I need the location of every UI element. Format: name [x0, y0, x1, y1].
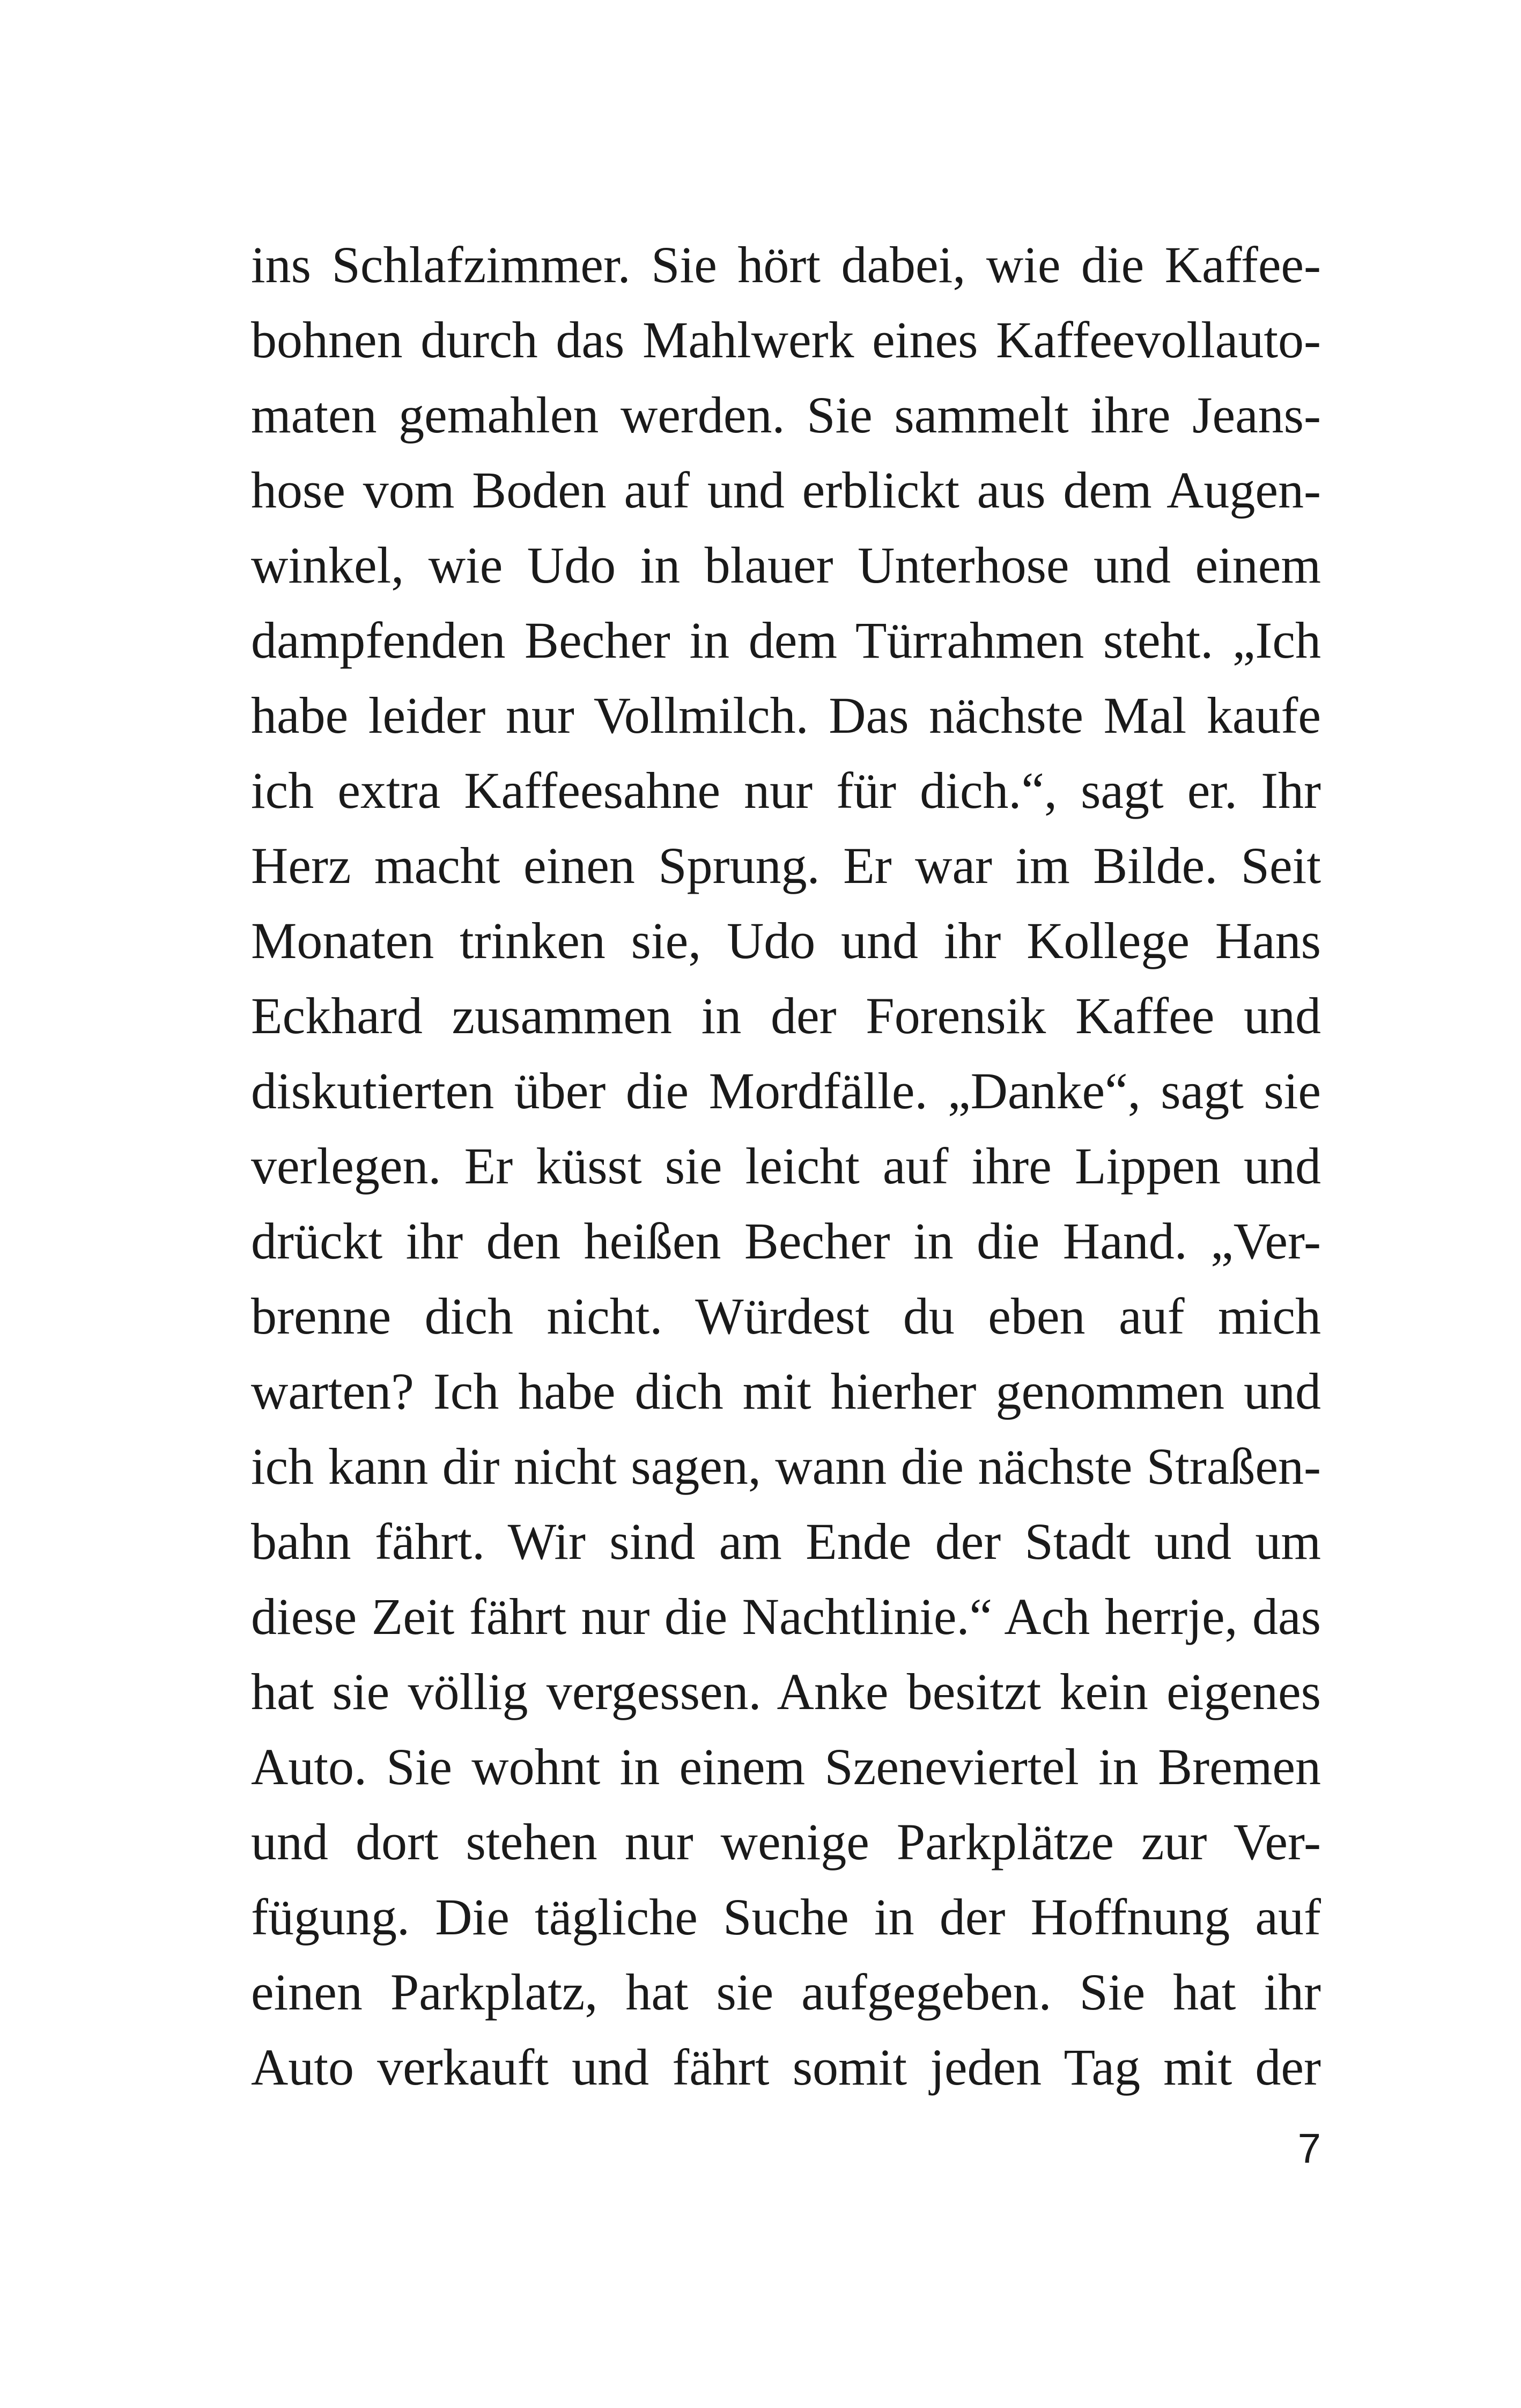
text-line: Auto. Sie wohnt in einem Szeneviertel in Bremen	[251, 1738, 1321, 1795]
text-line: brenne dich nicht. Würdest du eben auf mich	[251, 1287, 1321, 1345]
text-line: Monaten trinken sie, Udo und ihr Kollege Hans	[251, 912, 1321, 969]
text-line: und dort stehen nur wenige Parkplätze zur Ver-	[251, 1813, 1321, 1871]
text-line: diskutierten über die Mordfälle. „Danke“, sagt sie	[251, 1062, 1321, 1120]
text-line: dampfenden Becher in dem Türrahmen steht. „Ich	[251, 612, 1321, 669]
text-line: bahn fährt. Wir sind am Ende der Stadt und um	[251, 1513, 1321, 1570]
text-line: Herz macht einen Sprung. Er war im Bilde. Seit	[251, 837, 1321, 894]
text-line: einen Parkplatz, hat sie aufgegeben. Sie hat ihr	[251, 1963, 1321, 2021]
page-number: 7	[1297, 2125, 1321, 2172]
text-line: habe leider nur Vollmilch. Das nächste Mal kaufe	[251, 687, 1321, 744]
body-text	[251, 227, 1321, 2105]
text-line: maten gemahlen werden. Sie sammelt ihre Jeans-	[251, 386, 1321, 444]
text-line: ins Schlafzimmer. Sie hört dabei, wie die Kaffee-	[251, 236, 1321, 293]
text-line: warten? Ich habe dich mit hierher genommen und	[251, 1363, 1321, 1420]
text-line: fügung. Die tägliche Suche in der Hoffnung auf	[251, 1888, 1321, 1946]
text-line: hat sie völlig vergessen. Anke besitzt kein eigenes	[251, 1663, 1321, 1720]
text-line: verlegen. Er küsst sie leicht auf ihre Lippen und	[251, 1137, 1321, 1195]
text-line: ich extra Kaffeesahne nur für dich.“, sagt er. Ihr	[251, 762, 1321, 819]
text-line: diese Zeit fährt nur die Nachtlinie.“ Ach herrje, das	[251, 1588, 1321, 1645]
text-line: Eckhard zusammen in der Forensik Kaffee und	[251, 987, 1321, 1044]
text-line: winkel, wie Udo in blauer Unterhose und einem	[251, 536, 1321, 594]
text-line: Auto verkauft und fährt somit jeden Tag mit der	[251, 2038, 1321, 2096]
text-line: ich kann dir nicht sagen, wann die nächste Straßen-	[251, 1438, 1321, 1495]
text-line: drückt ihr den heißen Becher in die Hand. „Ver-	[251, 1212, 1321, 1270]
text-line: bohnen durch das Mahlwerk eines Kaffeevollauto-	[251, 311, 1321, 369]
text-line: hose vom Boden auf und erblickt aus dem Augen-	[251, 461, 1321, 519]
